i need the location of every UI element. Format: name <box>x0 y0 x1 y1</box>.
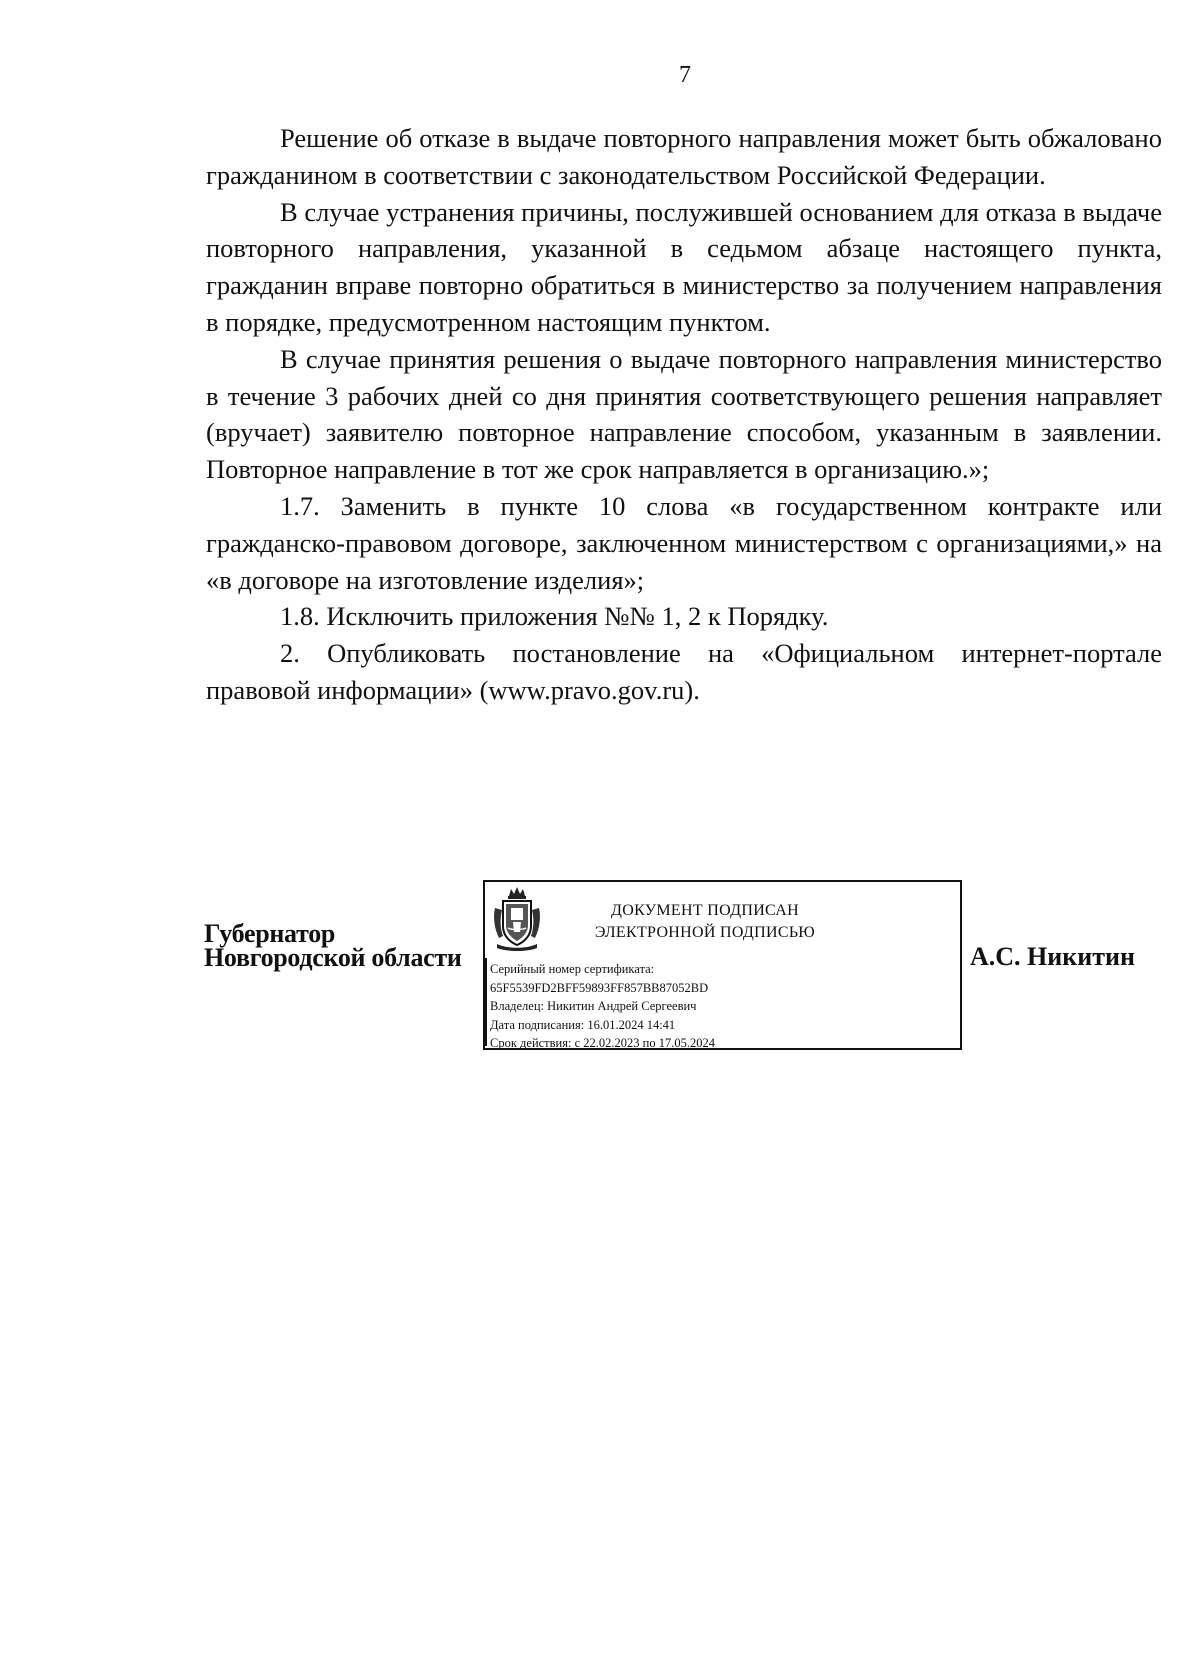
signer-name: А.С. Никитин <box>970 942 1135 971</box>
paragraph-reapply: В случае устранения причины, послужившей основанием для отказа в выдаче повторного направления, указанной в седьмом абзаце настоящего пункта, гражданин вправе повторно обратиться в министерство за получением направления в порядке, предусмотренном настоящим пунктом. <box>206 196 1162 337</box>
stamp-header-line2: ЭЛЕКТРОННОЙ ПОДПИСЬЮ <box>594 924 816 941</box>
page-number: 7 <box>679 62 691 88</box>
paragraph-item-2: 2. Опубликовать постановление на «Официальном интернет-портале правовой информации» (www.pravo.gov.ru). <box>206 638 1162 705</box>
stamp-divider <box>485 958 487 1046</box>
stamp-header <box>565 900 845 944</box>
stamp-validity: Срок действия: с 22.02.2023 по 17.05.2024 <box>490 1036 715 1051</box>
paragraph-decision: В случае принятия решения о выдаче повторного направления министерство в течение 3 рабочих дней со дня принятия соответствующего решения направляет (вручает) заявителю повторное направление способом, указанным в заявлении. Повторное направление в тот же срок направляется в организацию.»; <box>206 343 1162 485</box>
stamp-header-line1: ДОКУМЕНТ ПОДПИСАН <box>611 902 799 919</box>
stamp-serial-label: Серийный номер сертификата: <box>490 962 655 976</box>
electronic-signature-stamp <box>483 880 962 1050</box>
document-body <box>206 120 1162 709</box>
coat-of-arms-icon <box>491 886 543 952</box>
paragraph-item-1-8: 1.8. Исключить приложения №№ 1, 2 к Порядку. <box>280 601 829 632</box>
signer-title <box>204 919 462 972</box>
stamp-signed-date: Дата подписания: 16.01.2024 14:41 <box>490 1017 676 1032</box>
stamp-owner: Владелец: Никитин Андрей Сергеевич <box>490 999 697 1014</box>
paragraph-item-1-7: 1.7. Заменить в пункте 10 слова «в государственном контракте или гражданско-правовом договоре, заключенном министерством с организациями,» на «в договоре на изготовление изделия»; <box>206 490 1162 595</box>
stamp-details <box>490 960 715 1053</box>
signer-title-line2: Новгородской области <box>204 943 462 972</box>
signature-block <box>0 880 1200 1060</box>
signer-title-line1: Губернатор <box>204 919 336 948</box>
paragraph-appeal: Решение об отказе в выдаче повторного направления может быть обжаловано гражданином в соответствии с законодательством Российской Федерации. <box>206 123 1162 190</box>
stamp-serial-value: 65F5539FD2BFF59893FF857BB87052BD <box>490 980 709 995</box>
